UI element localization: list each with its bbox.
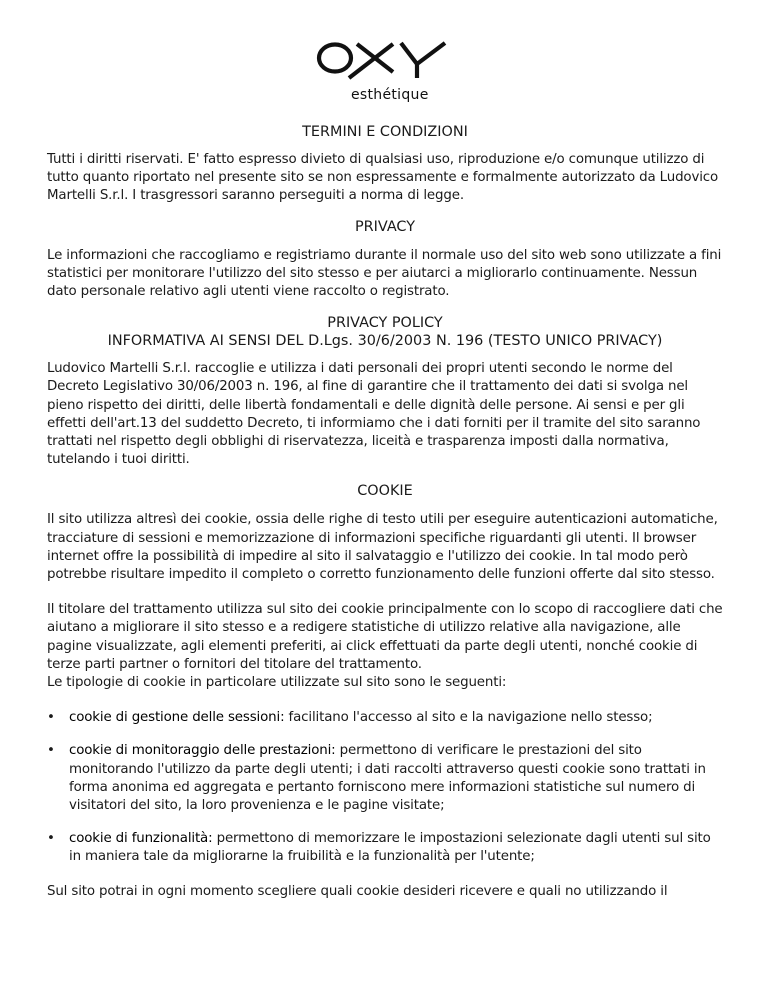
bullet-marker: •	[47, 743, 55, 759]
logo-letter-x	[349, 44, 393, 78]
logo-letter-o	[319, 45, 351, 72]
privacy-policy-text: Ludovico Martelli S.r.l. raccoglie e utilizza i dati personali dei propri utenti secondo le norme del Decreto Legislativo 30/06/2003 n. 196, al fine di garantire che il trattamento dei dati si svolga nel pieno rispetto dei diritti, delle libertà fondamentali e delle dignità delle persone. Ai sensi e per gli effetti dell'art.13 del suddetto Decreto, ti informiamo che i dati forniti per il tramite del sito saranno trattati nel rispetto degli obblighi di riservatezza, liceità e trasparenza imposti dalla normativa, tutelando i tuoi diritti.	[47, 361, 701, 468]
privacy-policy-subtitle: INFORMATIVA AI SENSI DEL D.Lgs. 30/6/2003 N. 196 (TESTO UNICO PRIVACY)	[107, 333, 663, 350]
list-item	[47, 709, 723, 727]
cookie-type-desc: facilitano l'accesso al sito e la navigazione nello stesso;	[284, 710, 653, 726]
cookie-choice-text: Sul sito potrai in ogni momento scegliere quali cookie desideri ricevere e quali no utilizzando il	[47, 883, 668, 899]
cookie-type-term: cookie di funzionalità:	[69, 831, 213, 847]
cookie-titolare-text	[47, 601, 723, 692]
cookie-type-desc: permettono di verificare le prestazioni del sito monitorando l'utilizzo da parte degli utenti; i dati raccolti attraverso questi cookie sono trattati in forma anonima ed aggregata e pertanto forniscono mere informazioni statistiche sul numero di visitatori del sito, la loro provenienza e le pagine visitate;	[69, 743, 706, 814]
privacy-text: Le informazioni che raccogliamo e registriamo durante il normale uso del sito web sono utilizzate a fini statistici per monitorare l'utilizzo del sito stesso e per aiutarci a migliorarlo continuamente. Nessun dato personale relativo agli utenti viene raccolto o registrato.	[47, 247, 722, 300]
cookie-titolare-line2: Le tipologie di cookie in particolare utilizzate sul sito sono le seguenti:	[47, 675, 507, 691]
logo-tagline: esthétique	[351, 87, 429, 103]
cookie-text: Il sito utilizza altresì dei cookie, ossia delle righe di testo utili per eseguire autenticazioni automatiche, tracciature di sessioni e memorizzazione di informazioni specifiche riguardanti gli utenti. Il browser internet offre la possibilità di impedire al sito il salvataggio e l'utilizzo dei cookie. In tal modo però potrebbe risultare impedito il completo o corretto funzionamento delle funzioni offerte dal sito stesso.	[47, 512, 718, 583]
bullet-marker: •	[47, 831, 55, 847]
privacy-policy-title: PRIVACY POLICY	[327, 315, 443, 332]
cookie-titolare-line1: Il titolare del trattamento utilizza sul sito dei cookie principalmente con lo scopo di raccogliere dati che aiutano a migliorare il sito stesso e a redigere statistiche di utilizzo relative alla navigazione, alle pagine visualizzate, agli elementi preferiti, ai click effettuati da parte degli utenti, nonché cookie di terze parti partner o fornitori del titolare del trattamento.	[47, 602, 723, 672]
cookie-type-term: cookie di monitoraggio delle prestazioni:	[69, 743, 336, 759]
cookie-type-term: cookie di gestione delle sessioni:	[69, 710, 285, 726]
oxy-esthetique-logo	[313, 38, 453, 104]
cookie-types-list	[47, 709, 723, 866]
termini-heading: TERMINI E CONDIZIONI	[302, 124, 468, 140]
legal-content	[47, 120, 723, 901]
list-item	[47, 742, 723, 815]
privacy-policy-heading	[47, 314, 723, 350]
termini-text: Tutti i diritti riservati. E' fatto espresso divieto di qualsiasi uso, riproduzione e/o comunque utilizzo di tutto quanto riportato nel presente sito se non espressamente e formalmente autorizzato da Ludovico Martelli S.r.l. I trasgressori saranno perseguiti a norma di legge.	[47, 152, 719, 204]
bullet-marker: •	[47, 710, 55, 726]
logo-letter-y	[401, 43, 445, 78]
cookie-heading: COOKIE	[357, 483, 413, 500]
list-item	[47, 830, 723, 866]
cookie-type-desc: permettono di memorizzare le impostazioni selezionate dagli utenti sul sito in maniera tale da migliorarne la fruibilità e la funzionalità per l'utente;	[69, 831, 711, 865]
privacy-heading: PRIVACY	[354, 218, 416, 235]
